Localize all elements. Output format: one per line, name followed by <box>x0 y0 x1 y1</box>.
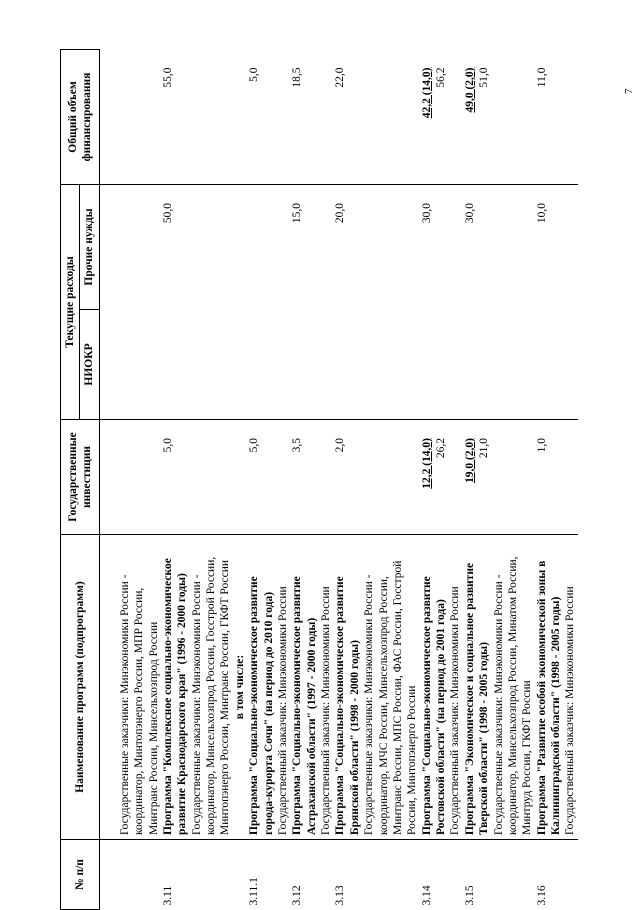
row-gov-invest-a: 12,2 (14,0) <box>420 438 433 489</box>
row-code: 3.11.1 <box>248 877 261 906</box>
table-row <box>463 50 492 910</box>
row-title: Программа "Комплексное социально-экономическое развитие Краснодарского края" (1996 - 2000 годы) <box>161 535 190 840</box>
table-row <box>563 50 577 910</box>
row-text: Государственный заказчик: Минэкономики России <box>448 535 462 840</box>
table-row <box>276 50 290 910</box>
row-title: Программа "Социально-экономическое развитие Брянской области" (1998 - 2000 годы) <box>333 535 362 840</box>
row-other: 20,0 <box>334 203 347 224</box>
row-total-a: 49,0 (2,0) <box>463 67 476 113</box>
row-other: 50,0 <box>161 203 174 224</box>
row-gov-invest: 5,0 <box>161 420 190 535</box>
table-row <box>535 50 564 910</box>
row-other: 15,0 <box>291 203 304 224</box>
row-gov-invest-b: 26,2 <box>435 438 447 459</box>
table-row <box>247 50 276 910</box>
row-code: 3.12 <box>291 885 304 906</box>
header-gov-invest: Государственные инвестиции <box>61 420 100 535</box>
header-row <box>61 50 80 910</box>
row-text: Государственные заказчики: Минэкономики России - координатор, Минсельхозпрод России, Госстрой России, Минтопэнерго России, Минтранс России, ГКФТ России <box>190 535 233 840</box>
row-total: 22,0 <box>333 50 362 185</box>
row-code: 3.11 <box>161 885 174 906</box>
row-total: 5,0 <box>247 50 276 185</box>
table-row <box>448 50 462 910</box>
row-total: 18,5 <box>290 50 319 185</box>
row-gov-invest <box>463 420 492 535</box>
row-gov-invest: 3,5 <box>290 420 319 535</box>
row-gov-invest-b: 21,0 <box>478 438 491 459</box>
table-row <box>420 50 449 910</box>
rotated-content <box>60 50 620 910</box>
header-niokr: НИОКР <box>80 310 99 420</box>
row-code: 3.15 <box>463 885 476 906</box>
table-row <box>290 50 319 910</box>
table-row <box>319 50 333 910</box>
table-row <box>333 50 362 910</box>
row-title: Программа "Социально-экономическое развитие Астраханской области" (1997 - 2000 годы) <box>290 535 319 840</box>
row-gov-invest <box>420 420 449 535</box>
row-text: Государственный заказчик: Минэкономики России <box>276 535 290 840</box>
row-title: Программа "Развитие особой экономической зоны в Калининградской области" (1998 - 2005 годы) <box>535 535 564 840</box>
table-row <box>362 50 420 910</box>
page-number: 7 <box>623 88 635 94</box>
header-current: Текущие расходы <box>61 185 80 420</box>
row-other: 10,0 <box>535 203 548 224</box>
row-total-b: 51,0 <box>478 67 491 88</box>
row-total <box>463 50 492 185</box>
row-total: 11,0 <box>535 50 564 185</box>
table-row <box>118 50 161 910</box>
row-total <box>420 50 449 185</box>
row-text: Государственный заказчик: Минэкономики России <box>563 535 577 840</box>
row-other: 30,0 <box>420 203 433 224</box>
table-row <box>190 50 233 910</box>
row-gov-invest-a: 19,0 (2,0) <box>463 438 476 484</box>
row-total-b: 56,2 <box>435 67 447 88</box>
including-label: в том числе: <box>233 535 247 840</box>
header-other: Прочие нужды <box>80 185 99 310</box>
row-code: 3.16 <box>535 885 548 906</box>
row-text: Государственный заказчик: Минэкономики России <box>319 535 333 840</box>
row-gov-invest: 5,0 <box>247 420 276 535</box>
header-name: Наименование программ (подпрограмм) <box>61 535 100 840</box>
table-row <box>161 50 190 910</box>
financing-table <box>60 49 578 910</box>
row-gov-invest: 2,0 <box>333 420 362 535</box>
row-other: 30,0 <box>463 203 476 224</box>
table-row <box>99 50 118 910</box>
header-total: Общий объем финансирования <box>61 50 100 185</box>
header-num: № п/п <box>61 840 100 910</box>
table-row <box>492 50 535 910</box>
row-total: 55,0 <box>161 50 190 185</box>
table-row <box>233 50 247 910</box>
row-code: 3.13 <box>334 885 347 906</box>
row-text: Государственные заказчики: Минэкономики России - координатор, МЧС России, Минсельхозпрод России, Минтранс России, МПС России, ФАС России, Госстрой России, Минтопэнерго России <box>362 535 420 840</box>
row-gov-invest: 1,0 <box>535 420 564 535</box>
row-code: 3.14 <box>420 885 433 906</box>
row-text: Государственные заказчики: Минэкономики России - координатор, Минтопэнерго России, МПР России, Минтранс России, Минсельхозпрод России <box>118 535 161 840</box>
row-title: Программа "Социально-экономическое развитие Ростовской области" (на период до 2001 года) <box>420 535 449 840</box>
row-text: Государственные заказчики: Минэкономики России - координатор, Минсельхозпрод России, Минатом России, Минтруд России, ГКФТ России <box>492 535 535 840</box>
row-title: Программа "Экономическое и социальное развитие Тверской области" (1998 - 2005 годы) <box>463 535 492 840</box>
row-title: Программа "Социально-экономическое развитие города-курорта Сочи" (на период до 2010 года) <box>247 535 276 840</box>
row-total-a: 42,2 (14,0) <box>420 67 433 119</box>
